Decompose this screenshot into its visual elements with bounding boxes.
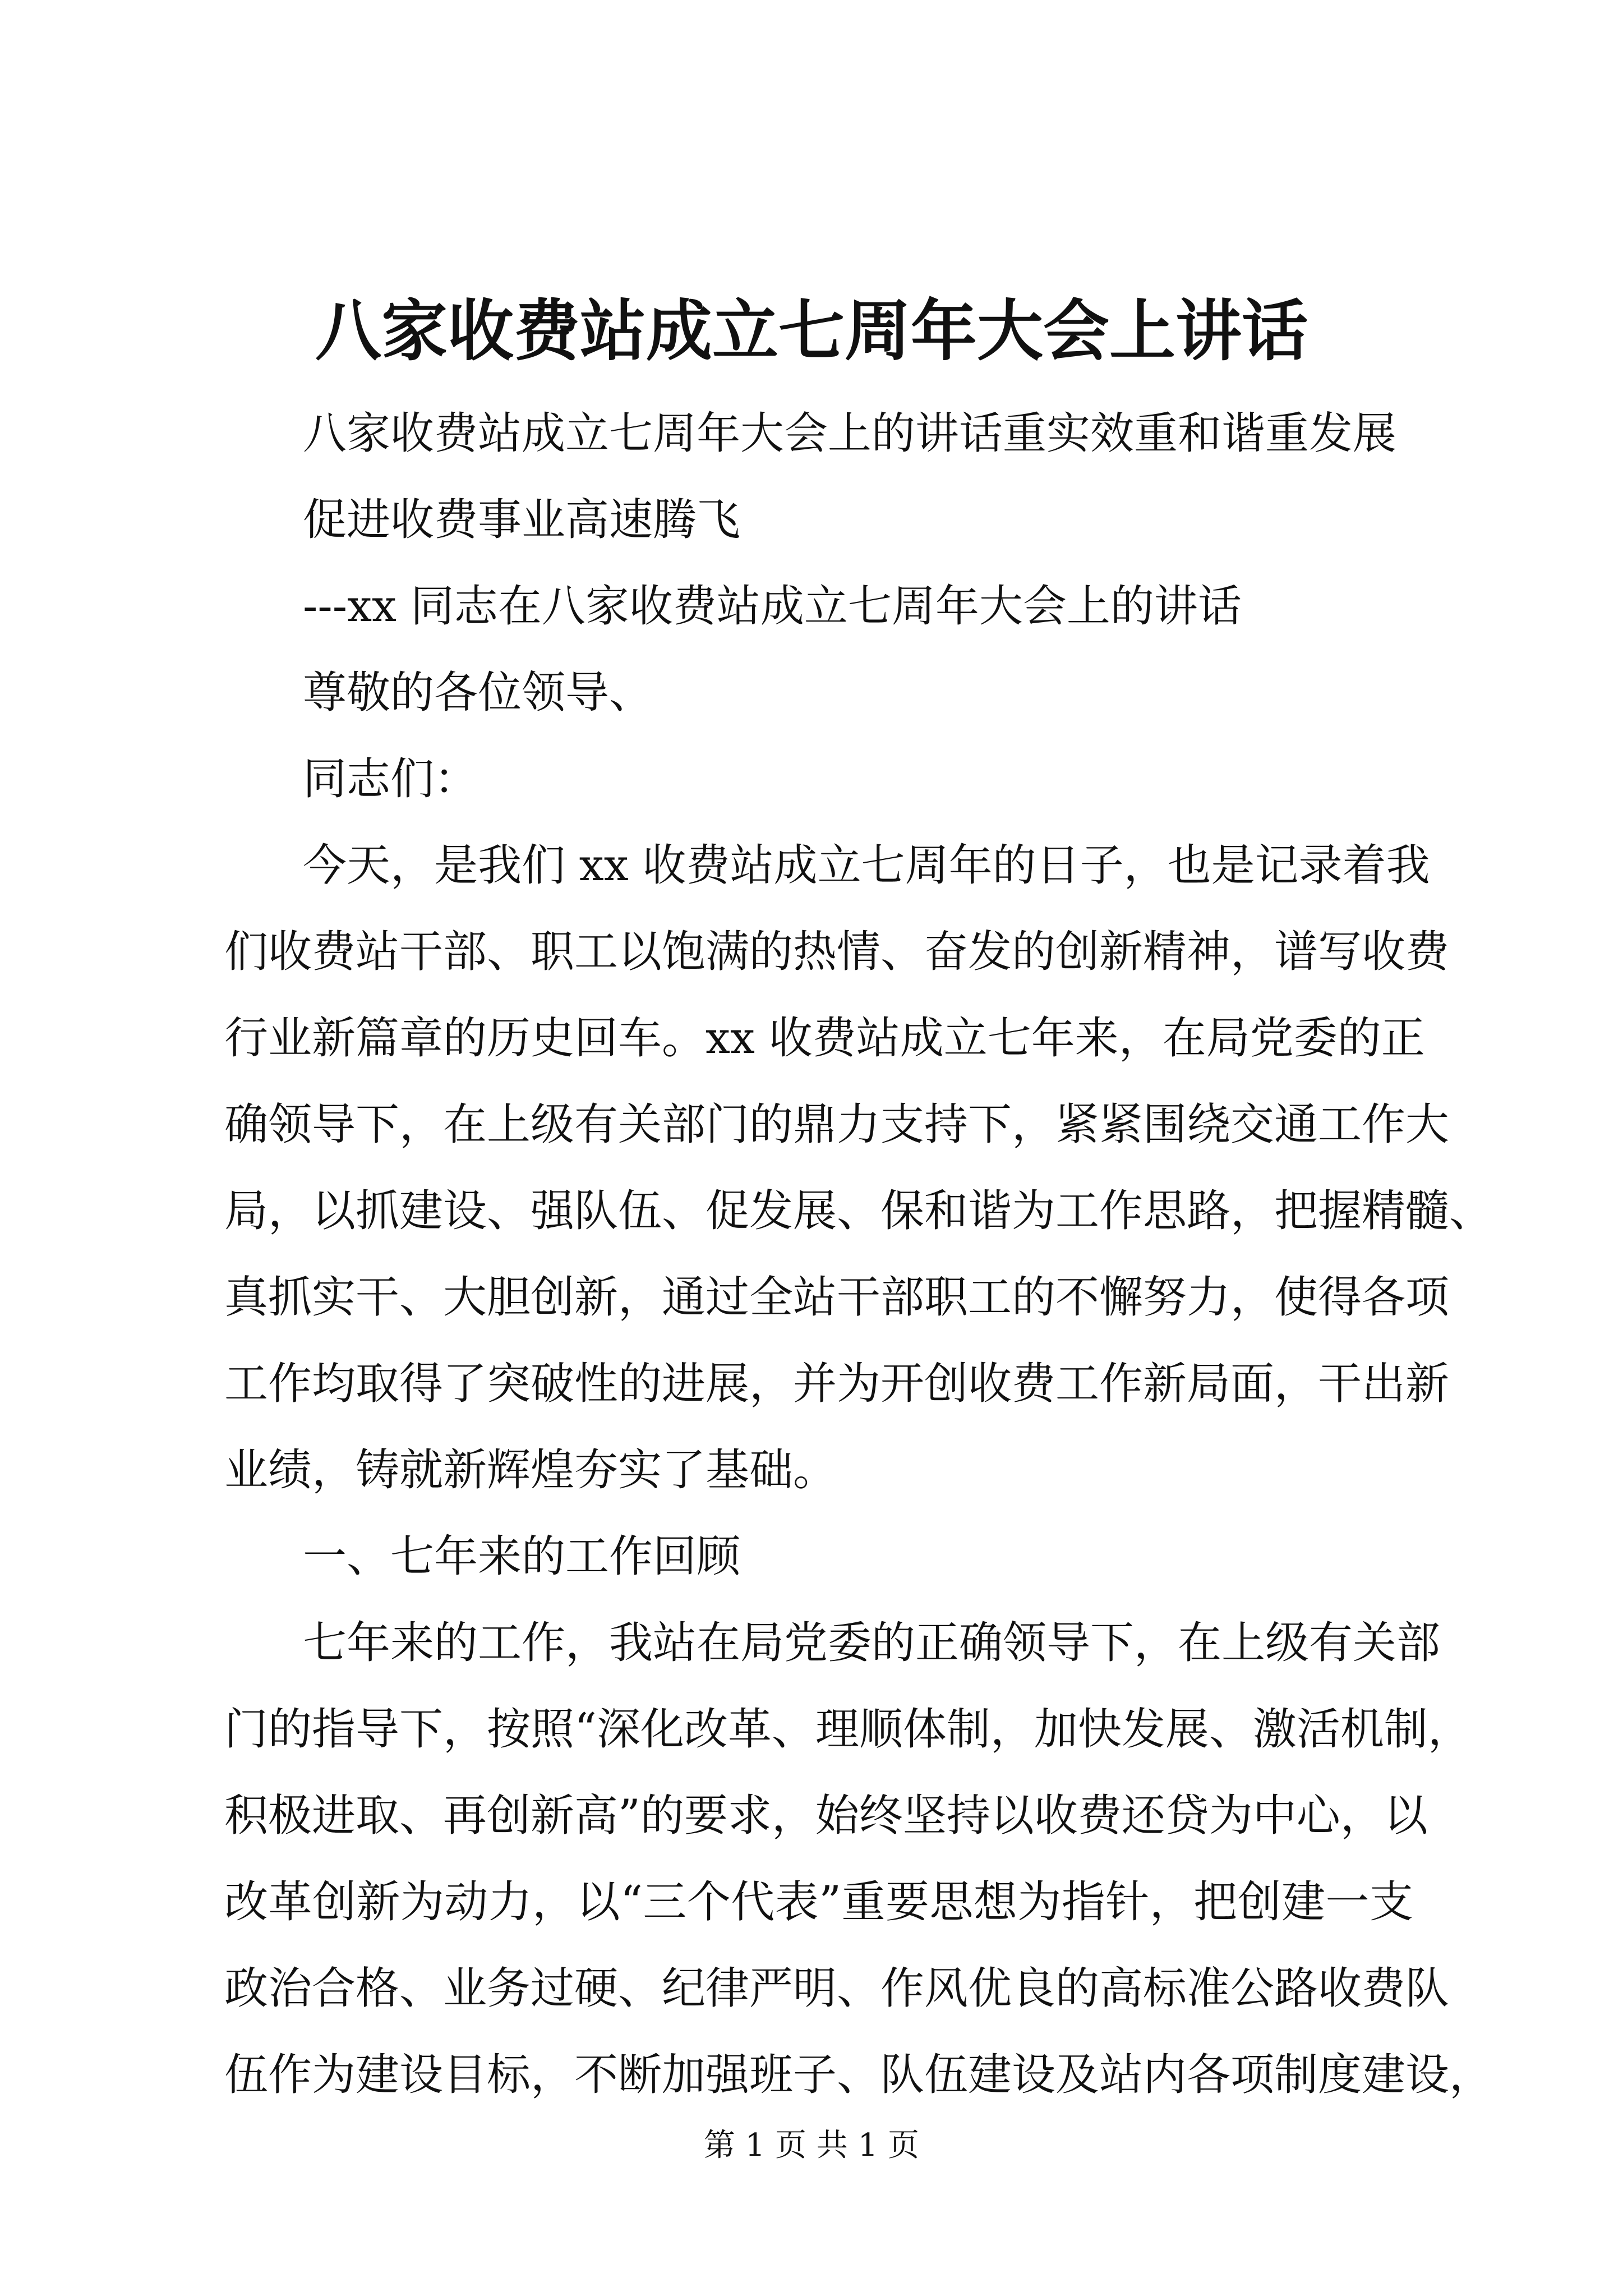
paragraph-line: 局，以抓建设、强队伍、促发展、保和谐为工作思路，把握精髓、 <box>224 1186 1493 1236</box>
paragraph-line: 行业新篇章的历史回车。xx 收费站成立七年来，在局党委的正 <box>224 1013 1425 1064</box>
paragraph-line: 改革创新为动力，以“三个代表”重要思想为指针，把创建一支 <box>224 1877 1413 1927</box>
paragraph-line: 今天，是我们 xx 收费站成立七周年的日子，也是记录着我 <box>303 840 1430 891</box>
paragraph-line: 真抓实干、大胆创新，通过全站干部职工的不懈努力，使得各项 <box>224 1272 1450 1323</box>
speaker-line: ---xx 同志在八家收费站成立七周年大会上的讲话 <box>303 581 1242 632</box>
page-number-footer: 第 1 页 共 1 页 <box>703 2127 920 2164</box>
paragraph-line: 积极进取、再创新高”的要求，始终坚持以收费还贷为中心，以 <box>224 1791 1428 1841</box>
paragraph-line: 确领导下，在上级有关部门的鼎力支持下，紧紧围绕交通工作大 <box>224 1099 1450 1150</box>
paragraph-line: 工作均取得了突破性的进展，并为开创收费工作新局面，干出新 <box>224 1359 1450 1409</box>
paragraph-line: 门的指导下，按照“深化改革、理顺体制，加快发展、激活机制， <box>224 1704 1472 1755</box>
paragraph-line: 政治合格、业务过硬、纪律严明、作风优良的高标准公路收费队 <box>224 1963 1450 2014</box>
paragraph-line: 伍作为建设目标，不断加强班子、队伍建设及站内各项制度建设， <box>224 2050 1493 2100</box>
salutation-line-2: 同志们： <box>303 754 478 804</box>
salutation-line-1: 尊敬的各位领导、 <box>303 668 653 718</box>
paragraph-line: 们收费站干部、职工以饱满的热情、奋发的创新精神，谱写收费 <box>224 927 1450 977</box>
document-title: 八家收费站成立七周年大会上讲话 <box>315 292 1308 370</box>
section-heading: 一、七年来的工作回顾 <box>303 1531 741 1582</box>
paragraph-line: 业绩，铸就新辉煌夯实了基础。 <box>224 1445 837 1496</box>
paragraph-line: 七年来的工作，我站在局党委的正确领导下，在上级有关部 <box>303 1618 1441 1668</box>
subtitle-line-1: 八家收费站成立七周年大会上的讲话重实效重和谐重发展 <box>303 408 1397 459</box>
subtitle-line-2: 促进收费事业高速腾飞 <box>303 495 741 545</box>
